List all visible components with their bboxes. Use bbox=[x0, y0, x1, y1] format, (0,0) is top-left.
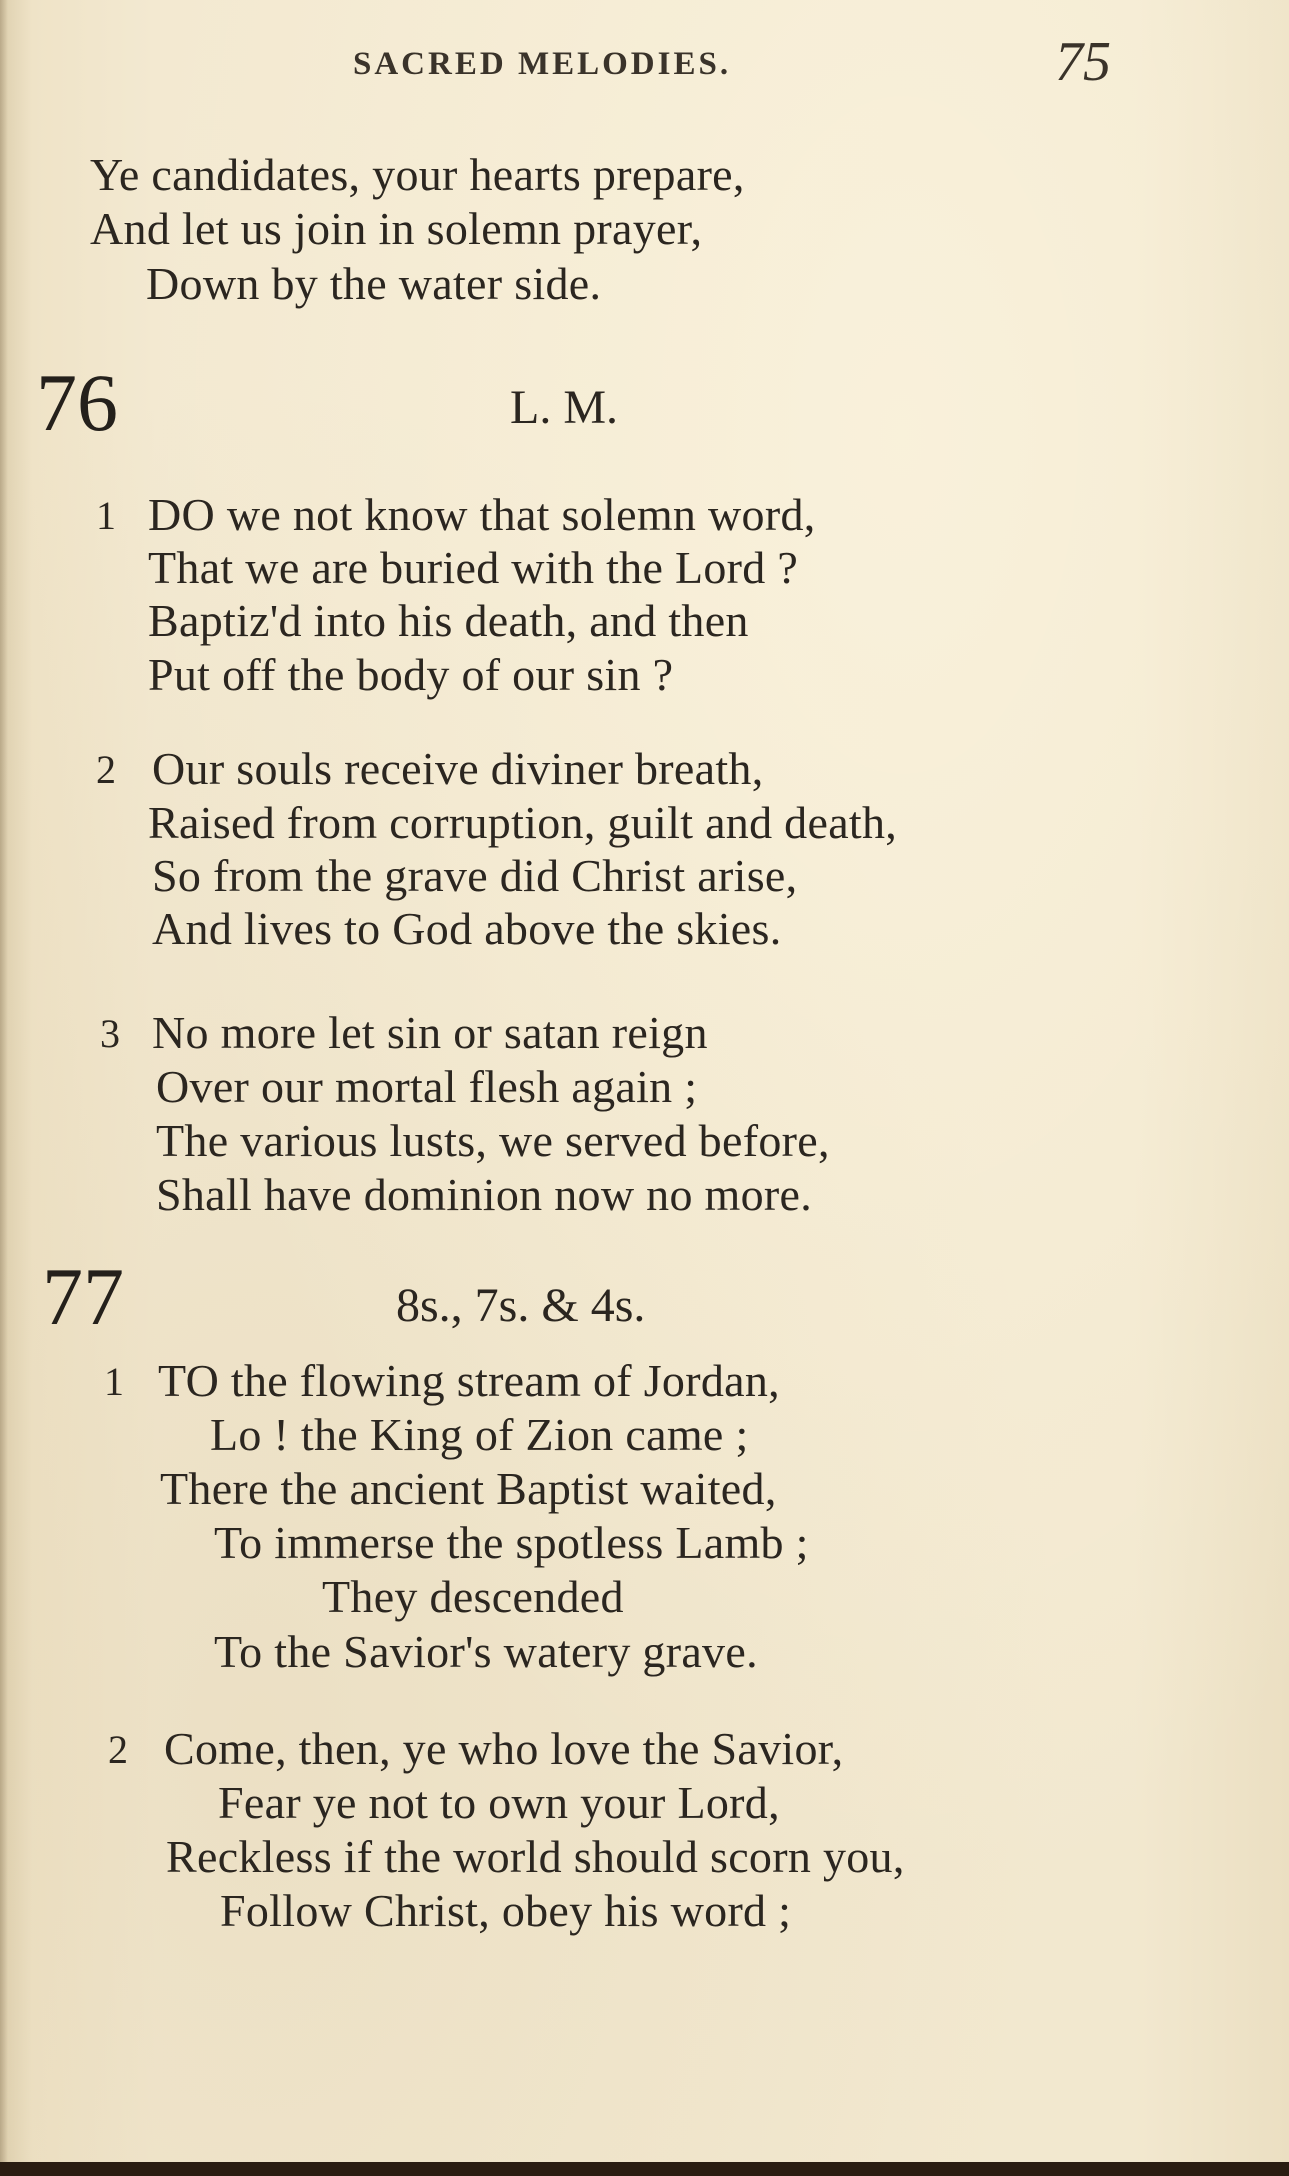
verse-line: DO we not know that solemn word, bbox=[148, 489, 816, 540]
verse-line: Our souls receive diviner breath, bbox=[152, 743, 764, 794]
verse-line: To immerse the spotless Lamb ; bbox=[214, 1517, 809, 1568]
verse-line: Raised from corruption, guilt and death, bbox=[148, 797, 898, 848]
verse-line: TO the flowing stream of Jordan, bbox=[158, 1355, 780, 1406]
page-number: 75 bbox=[1055, 31, 1111, 93]
verse-line: Shall have dominion now no more. bbox=[156, 1169, 813, 1220]
running-header: SACRED MELODIES. bbox=[353, 46, 732, 82]
verse-line: Baptiz'd into his death, and then bbox=[148, 595, 749, 646]
verse-line: Follow Christ, obey his word ; bbox=[220, 1885, 792, 1936]
continuation-line: And let us join in solemn prayer, bbox=[90, 203, 703, 254]
continuation-line: Down by the water side. bbox=[146, 258, 602, 309]
verse-line: Fear ye not to own your Lord, bbox=[218, 1777, 780, 1828]
verse-line: Come, then, ye who love the Savior, bbox=[164, 1723, 844, 1774]
verse-number: 3 bbox=[100, 1011, 120, 1056]
verse-number: 2 bbox=[96, 747, 116, 792]
verse-line: They descended bbox=[322, 1571, 624, 1622]
verse-number: 1 bbox=[96, 493, 116, 538]
verse-number: 2 bbox=[108, 1727, 128, 1772]
page-binding-edge bbox=[0, 0, 8, 2176]
verse-number: 1 bbox=[104, 1359, 124, 1404]
verse-line: Reckless if the world should scorn you, bbox=[166, 1831, 905, 1882]
hymn-meter: L. M. bbox=[510, 381, 618, 434]
verse-line: To the Savior's watery grave. bbox=[214, 1626, 758, 1677]
verse-line: So from the grave did Christ arise, bbox=[152, 850, 798, 901]
verse-line: Lo ! the King of Zion came ; bbox=[210, 1409, 749, 1460]
hymn-number: 77 bbox=[42, 1251, 124, 1342]
verse-line: That we are buried with the Lord ? bbox=[148, 542, 799, 593]
hymn-number: 76 bbox=[36, 357, 118, 448]
verse-line: The various lusts, we served before, bbox=[156, 1115, 830, 1166]
continuation-line: Ye candidates, your hearts prepare, bbox=[90, 149, 745, 200]
hymn-meter: 8s., 7s. & 4s. bbox=[396, 1279, 646, 1332]
verse-line: No more let sin or satan reign bbox=[152, 1007, 708, 1058]
verse-line: There the ancient Baptist waited, bbox=[160, 1463, 777, 1514]
verse-line: Over our mortal flesh again ; bbox=[156, 1061, 698, 1112]
page-bottom-edge bbox=[0, 2162, 1289, 2176]
verse-line: And lives to God above the skies. bbox=[152, 903, 782, 954]
verse-line: Put off the body of our sin ? bbox=[148, 649, 674, 700]
